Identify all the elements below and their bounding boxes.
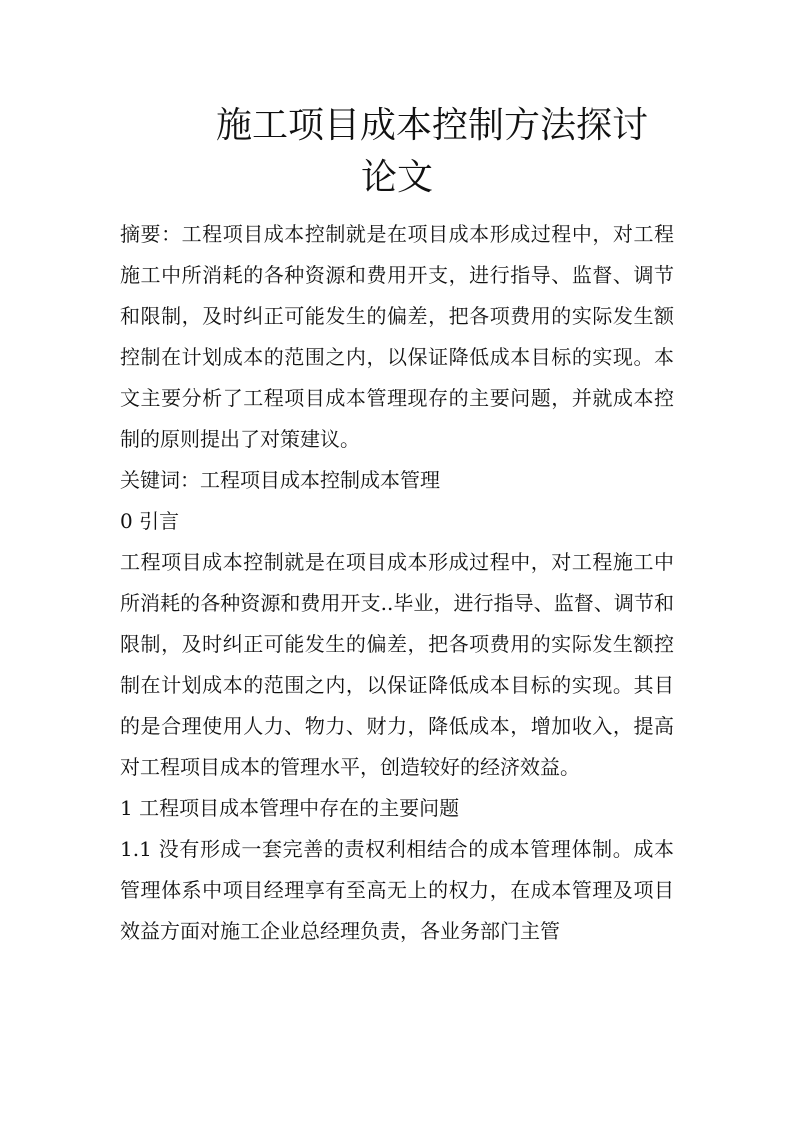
section-heading-main-problems: 1 工程项目成本管理中存在的主要问题: [120, 796, 460, 820]
abstract-paragraph: 摘要：工程项目成本控制就是在项目成本形成过程中，对工程施工中所消耗的各种资源和费用开支，进行指导、监督、调节和限制，及时纠正可能发生的偏差，把各项费用的实际发生额控制在计划成本的范围之内，以保证降低成本目标的实现。本文主要分析了工程项目成本管理现存的主要问题，并就成本控制的原则提出了对策建议。: [120, 222, 674, 451]
section-heading-introduction: 0 引言: [120, 509, 180, 533]
document-title-line1: 施工项目成本控制方法探讨: [215, 105, 648, 146]
keywords-line: 关键词：工程项目成本控制成本管理: [120, 468, 440, 492]
introduction-paragraph: 工程项目成本控制就是在项目成本形成过程中，对工程施工中所消耗的各种资源和费用开支..毕业，进行指导、监督、调节和限制，及时纠正可能发生的偏差，把各项费用的实际发生额控制在计划成本的范围之内，以保证降低成本目标的实现。其目的是合理使用人力、物力、财力，降低成本，增加收入，提高对工程项目成本的管理水平，创造较好的经济效益。: [120, 550, 674, 779]
section-1-1-paragraph: 1.1 没有形成一套完善的责权利相结合的成本管理体制。成本管理体系中项目经理享有至高无上的权力，在成本管理及项目效益方面对施工企业总经理负责，各业务部门主管: [120, 837, 674, 943]
document-title-line2: 论文: [360, 157, 433, 198]
document-body: [120, 214, 674, 952]
